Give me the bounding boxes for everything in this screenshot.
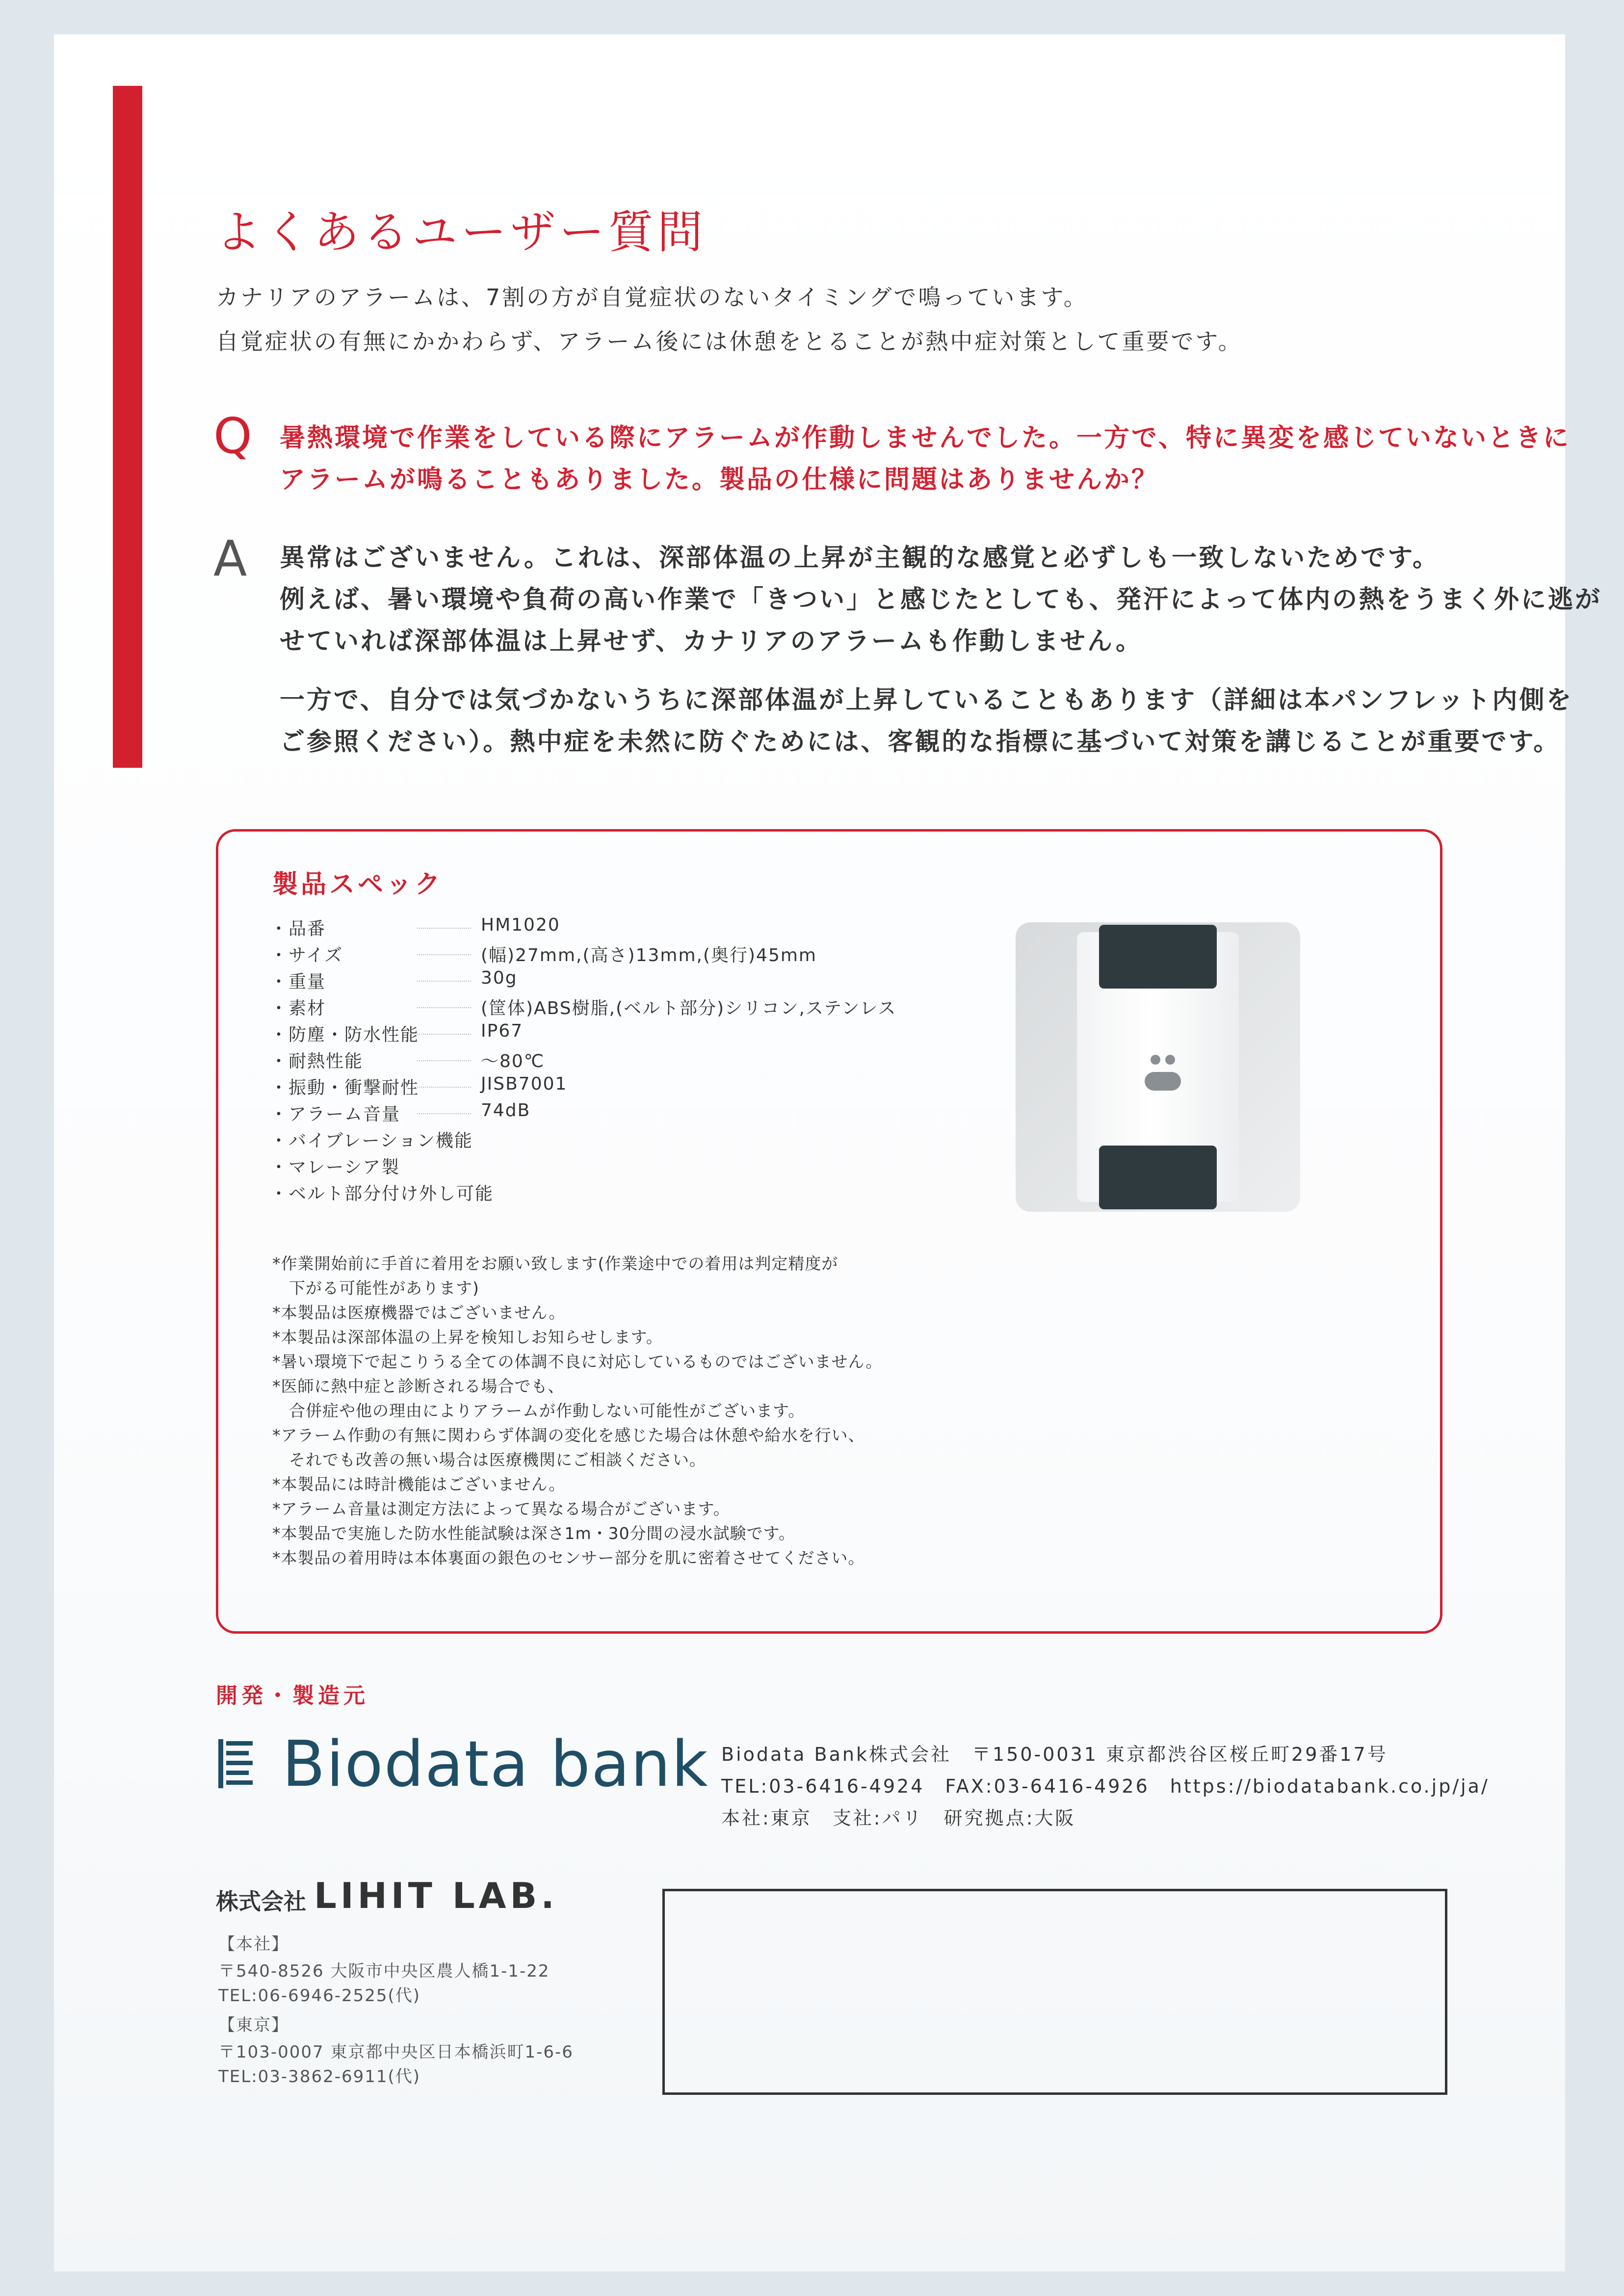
spec-label: ・耐熱性能 [270, 1051, 364, 1071]
developer-label: 開発・製造元 [216, 1683, 369, 1708]
sensor-icon [1141, 1050, 1185, 1094]
faq-intro-line: 自覚症状の有無にかかわらず、アラーム後には休憩をとることが熱中症対策として重要です。 [216, 328, 1243, 355]
answer-line: ご参照ください）。熱中症を未然に防ぐためには、客観的な指標に基づいて対策を講じることが重要です。 [280, 728, 1561, 757]
spec-note: 合併症や他の理由によりアラームが作動しない可能性がございます。 [272, 1401, 805, 1420]
answer-line: せていれば深部体温は上昇せず、カナリアのアラームも作動しません。 [280, 627, 1143, 656]
spec-note: *作業開始前に手首に着用をお願い致します(作業途中での着用は判定精度が [272, 1254, 838, 1273]
spec-note: *本製品の着用時は本体裏面の銀色のセンサー部分を肌に密着させてください。 [272, 1548, 865, 1567]
spec-label: ・重量 [270, 972, 326, 992]
answer-line: 例えば、暑い環境や負荷の高い作業で「きつい」と感じたとしても、発汗によって体内の熱をうまく外に逃が [280, 585, 1602, 614]
distributor-line: 〒540-8526 大阪市中央区農人橋1-1-22 [218, 1961, 550, 1981]
distributor-line: 【本社】 [218, 1934, 289, 1954]
question-line: アラームが鳴ることもありました。製品の仕様に問題はありませんか？ [280, 465, 1159, 495]
device-strap [1099, 925, 1217, 989]
spec-label: ・振動・衝撃耐性 [270, 1078, 419, 1098]
spec-note: *医師に熱中症と診断される場合でも、 [272, 1377, 565, 1396]
spec-label: ・アラーム音量 [270, 1104, 401, 1124]
distributor-line: 〒103-0007 東京都中央区日本橋浜町1-6-6 [218, 2042, 574, 2062]
spec-value: JISB7001 [481, 1074, 568, 1094]
spec-value: 74dB [481, 1100, 531, 1121]
spec-value: HM1020 [481, 915, 560, 935]
faq-intro-line: カナリアのアラームは、7割の方が自覚症状のないタイミングで鳴っています。 [216, 284, 1088, 311]
distributor-logo: LIHIT LAB. [314, 1875, 558, 1916]
distributor-line: TEL:03-3862-6911(代) [218, 2067, 421, 2087]
spec-title: 製品スペック [272, 870, 444, 899]
spec-note: *本製品は医療機器ではございません。 [272, 1303, 566, 1322]
dealer-stamp-box [662, 1889, 1447, 2095]
accent-bar [113, 86, 142, 768]
spec-note: それでも改善の無い場合は医療機関にご相談ください。 [272, 1450, 706, 1469]
spec-value: (筐体)ABS樹脂,(ベルト部分)シリコン,ステンレス [481, 998, 897, 1018]
spec-label: ・素材 [270, 998, 326, 1018]
spec-label: ・サイズ [270, 945, 343, 965]
spec-note: *本製品は深部体温の上昇を検知しお知らせします。 [272, 1328, 663, 1347]
faq-title: よくあるユーザー質問 [216, 206, 707, 259]
spec-note: *本製品で実施した防水性能試験は深さ1m・30分間の浸水試験です。 [272, 1524, 795, 1543]
answer-mark: A [213, 530, 247, 587]
spec-value: IP67 [481, 1021, 524, 1041]
device-strap [1099, 1146, 1217, 1209]
spec-note: 下がる可能性があります) [272, 1278, 479, 1298]
spec-label: ・品番 [270, 919, 326, 939]
spec-value: 30g [481, 968, 518, 988]
spec-value: (幅)27mm,(高さ)13mm,(奥行)45mm [481, 945, 817, 965]
answer-line: 異常はございません。これは、深部体温の上昇が主観的な感覚と必ずしも一致しないためです。 [280, 544, 1440, 573]
distributor-line: TEL:06-6946-2525(代) [218, 1986, 421, 2006]
spec-label: ・マレーシア製 [270, 1157, 400, 1177]
developer-info-line: 本社:東京 支社:パリ 研究拠点:大阪 [721, 1807, 1076, 1829]
spec-note: *アラーム作動の有無に関わらず体調の変化を感じた場合は休憩や給水を行い、 [272, 1426, 865, 1445]
spec-value: 〜80℃ [481, 1051, 545, 1071]
question-line: 暑熱環境で作業をしている際にアラームが作動しませんでした。一方で、特に異変を感じていないときに [280, 423, 1571, 453]
spec-label: ・ベルト部分付け外し可能 [270, 1184, 494, 1204]
distributor-line: 【東京】 [218, 2015, 289, 2035]
developer-info-line: TEL:03-6416-4924 FAX:03-6416-4926 https://biodatabank.co.jp/ja/ [721, 1775, 1490, 1797]
spec-label: ・バイブレーション機能 [270, 1131, 473, 1151]
biodata-logo-icon [218, 1739, 253, 1788]
biodata-logo: Biodata bank [282, 1728, 709, 1801]
spec-note: *暑い環境下で起こりうる全ての体調不良に対応しているものではございません。 [272, 1352, 883, 1371]
answer-line: 一方で、自分では気づかないうちに深部体温が上昇していることもあります（詳細は本パンフレット内側を [280, 686, 1573, 715]
distributor-prefix: 株式会社 [216, 1888, 306, 1915]
question-mark: Q [213, 407, 252, 465]
developer-info-line: Biodata Bank株式会社 〒150-0031 東京都渋谷区桜丘町29番17号 [721, 1744, 1388, 1765]
spec-note: *アラーム音量は測定方法によって異なる場合がございます。 [272, 1499, 730, 1518]
spec-note: *本製品には時計機能はございません。 [272, 1475, 566, 1494]
spec-label: ・防塵・防水性能 [270, 1025, 419, 1045]
